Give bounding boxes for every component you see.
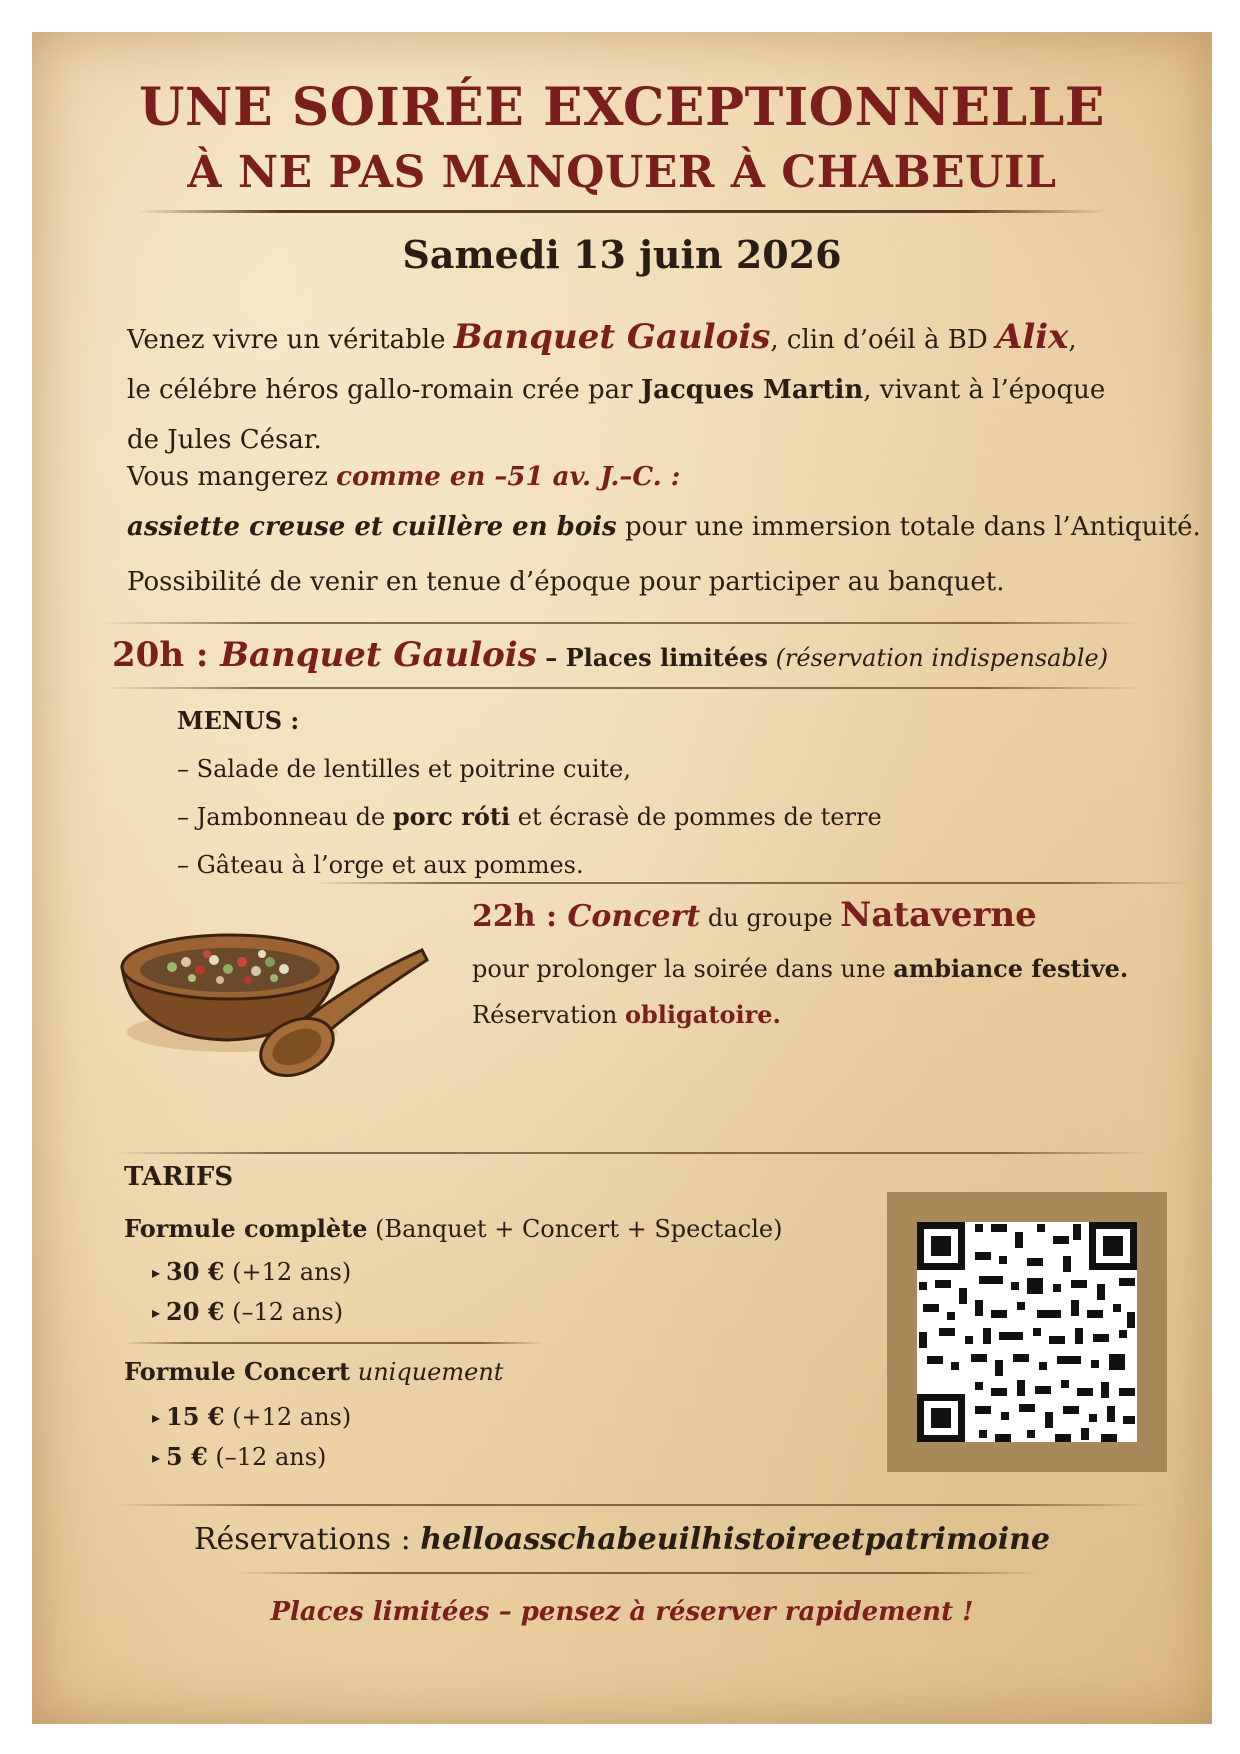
triangle-bullet-icon: ▸ [152,1303,161,1322]
reservation-note: (réservation indispensable) [767,644,1109,672]
menu-section [177,697,882,889]
price-row [152,1257,351,1286]
title-divider [137,210,1107,213]
banquet-name: Banquet Gaulois [220,635,537,675]
banquet-time: 20h : [112,635,221,675]
bowl-and-spoon-illustration [102,912,432,1112]
qr-code[interactable] [887,1192,1167,1472]
age-group: (+12 ans) [224,1258,352,1286]
section-divider [112,1504,1152,1506]
menu-text: – Jambonneau de [177,803,393,831]
price: 15 € [166,1402,225,1431]
intro-text: le célébre héros gallo-romain crée par [127,375,641,405]
pricing-divider [124,1342,544,1344]
formula-name: Formule Concert [124,1357,351,1386]
places-limited: Places limitées [565,643,768,672]
intro-text: de Jules César. [127,425,322,455]
concert-section [472,887,1128,1038]
poster [32,32,1212,1724]
title-line-1: UNE SOIRÉE EXCEPTIONNELLE [139,77,1105,138]
price: 5 € [166,1442,208,1471]
concert-time: 22h : [472,899,568,934]
reservation-line [32,1522,1212,1557]
concert-label: Concert [567,899,701,934]
intro-text: , [1068,325,1077,355]
concert-text: Réservation [472,1001,625,1029]
section-divider [112,1152,1152,1154]
formula-detail: uniquement [350,1358,504,1386]
qr-code-icon [887,1192,1167,1472]
banquet-gaulois-highlight: Banquet Gaulois [453,317,771,357]
age-group: (–12 ans) [224,1298,344,1326]
intro-text: Venez vivre un véritable [127,325,454,355]
formula-complete [124,1214,782,1243]
tableware-highlight: assiette creuse et cuillère en bois [127,512,617,542]
intro-text: , vivant à l’époque [863,375,1106,405]
costume-note: Possibilité de venir en tenue d’époque pour participer au banquet. [127,567,1005,597]
price: 20 € [166,1297,225,1326]
menu-item [177,793,882,841]
mandatory-highlight: obligatoire. [625,1000,781,1029]
age-group: (–12 ans) [207,1443,327,1471]
price-row [152,1442,326,1471]
concert-text: pour prolonger la soirée dans une [472,955,894,983]
eat-paragraph [127,452,1201,552]
price: 30 € [166,1257,225,1286]
formula-name: Formule complète [124,1214,368,1243]
menu-text: et écrasè de pommes de terre [510,803,882,831]
menu-highlight: porc róti [392,802,511,831]
banquet-schedule [112,630,1108,683]
event-date: Samedi 13 juin 2026 [402,232,842,277]
author-name: Jacques Martin [640,375,864,405]
era-highlight: comme en –51 av. J.–C. : [336,462,681,492]
intro-paragraph [127,312,1105,465]
formula-detail: (Banquet + Concert + Spectacle) [367,1215,783,1243]
eat-text: Vous mangerez [127,462,337,492]
triangle-bullet-icon: ▸ [152,1448,161,1467]
reservation-label: Réservations : [193,1522,421,1557]
intro-text: , clin d’oéil à BD [770,325,996,355]
alix-highlight: Alix [995,317,1069,357]
tarifs-heading: TARIFS [124,1162,234,1192]
formula-concert [124,1357,503,1386]
eat-text: pour une immersion totale dans l’Antiquité. [616,512,1201,542]
menu-item: – Salade de lentilles et poitrine cuite, [177,755,632,783]
separator: – [536,643,566,672]
price-row [152,1402,351,1431]
footer-note: Places limitées – pensez à réserver rapidement ! [270,1597,974,1627]
section-divider [312,882,1192,884]
section-divider [102,622,1142,624]
festive-highlight: ambiance festive. [893,954,1129,983]
concert-text: du groupe [700,904,841,932]
triangle-bullet-icon: ▸ [152,1408,161,1427]
title-line-2: À NE PAS MANQUER À CHABEUIL [187,147,1057,198]
age-group: (+12 ans) [224,1403,352,1431]
reservation-handle[interactable]: helloasschabeuilhistoireetpatrimoine [420,1522,1051,1557]
reservation-underline [237,1572,1037,1574]
price-row [152,1297,343,1326]
triangle-bullet-icon: ▸ [152,1263,161,1282]
band-name: Nataverne [840,895,1037,935]
section-divider [102,687,1142,689]
menus-heading: MENUS : [177,706,300,735]
menu-item: – Gâteau à l’orge et aux pommes. [177,851,584,879]
